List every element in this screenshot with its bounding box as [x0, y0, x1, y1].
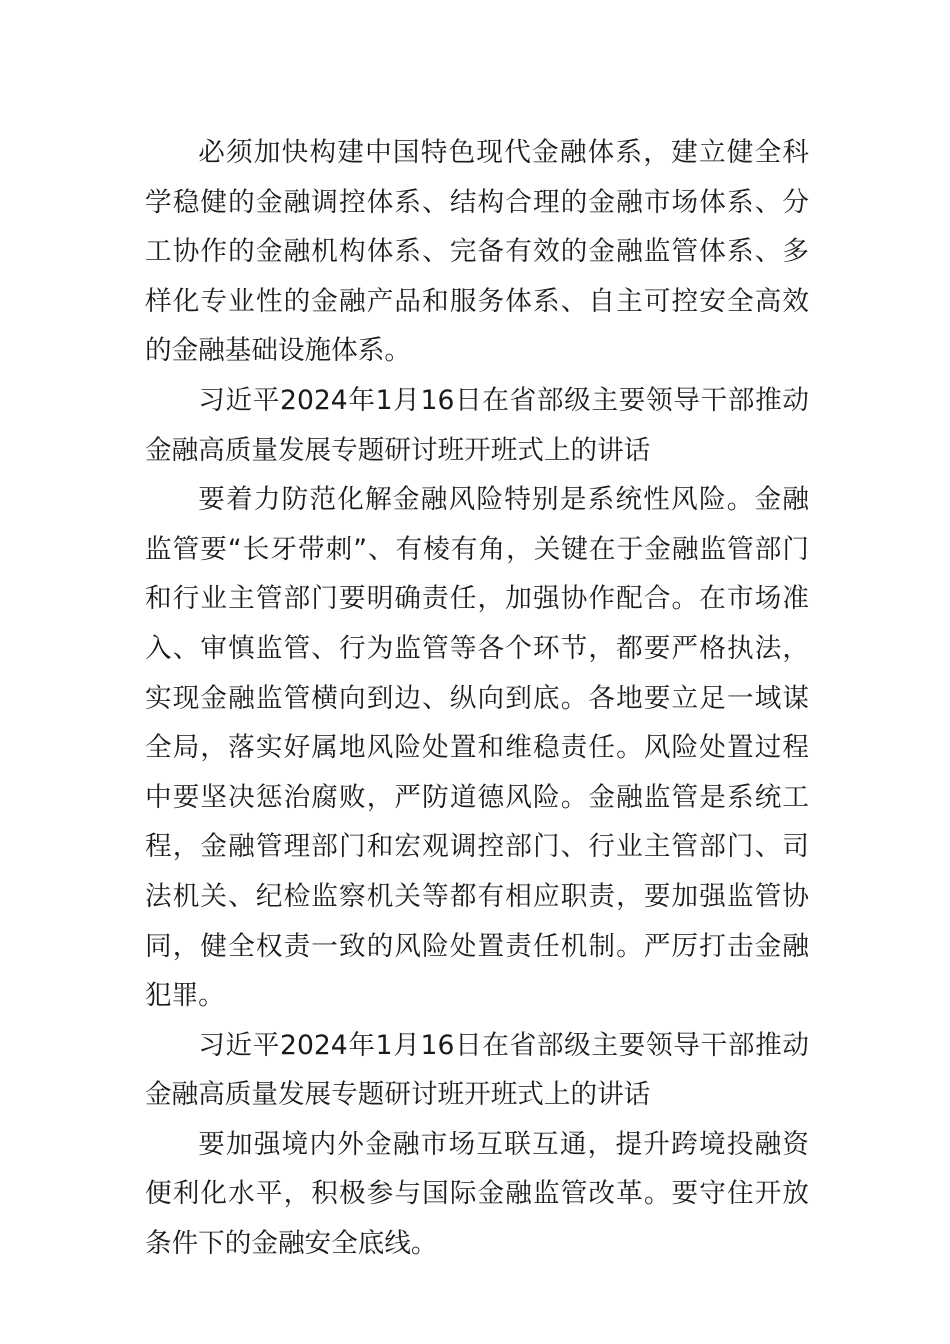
attribution-line: 习近平2024年1月16日在省部级主要领导干部推动金融高质量发展专题研讨班开班式上的讲话: [145, 384, 809, 466]
paragraph-market-opening: 要加强境内外金融市场互联互通，提升跨境投融资便利化水平，积极参与国际金融监管改革。要守住开放条件下的金融安全底线。: [145, 1128, 809, 1260]
paragraph-risk-prevention: 要着力防范化解金融风险特别是系统性风险。金融监管要“长牙带刺”、有棱有角，关键在于金融监管部门和行业主管部门要明确责任，加强协作配合。在市场准入、审慎监管、行为监管等各个环节，都要严格执法，实现金融监管横向到边、纵向到底。各地要立足一域谋全局，落实好属地风险处置和维稳责任。风险处置过程中要坚决惩治腐败，严防道德风险。金融监管是系统工程，金融管理部门和宏观调控部门、行业主管部门、司法机关、纪检监察机关等都有相应职责，要加强监管协同，健全权责一致的风险处置责任机制。严厉打击金融犯罪。: [145, 484, 809, 1012]
attribution-line: 习近平2024年1月16日在省部级主要领导干部推动金融高质量发展专题研讨班开班式上的讲话: [145, 1029, 809, 1111]
document-body: [145, 128, 809, 1269]
paragraph-financial-system: 必须加快构建中国特色现代金融体系，建立健全科学稳健的金融调控体系、结构合理的金融市场体系、分工协作的金融机构体系、完备有效的金融监管体系、多样化专业性的金融产品和服务体系、自主可控安全高效的金融基础设施体系。: [145, 137, 809, 367]
